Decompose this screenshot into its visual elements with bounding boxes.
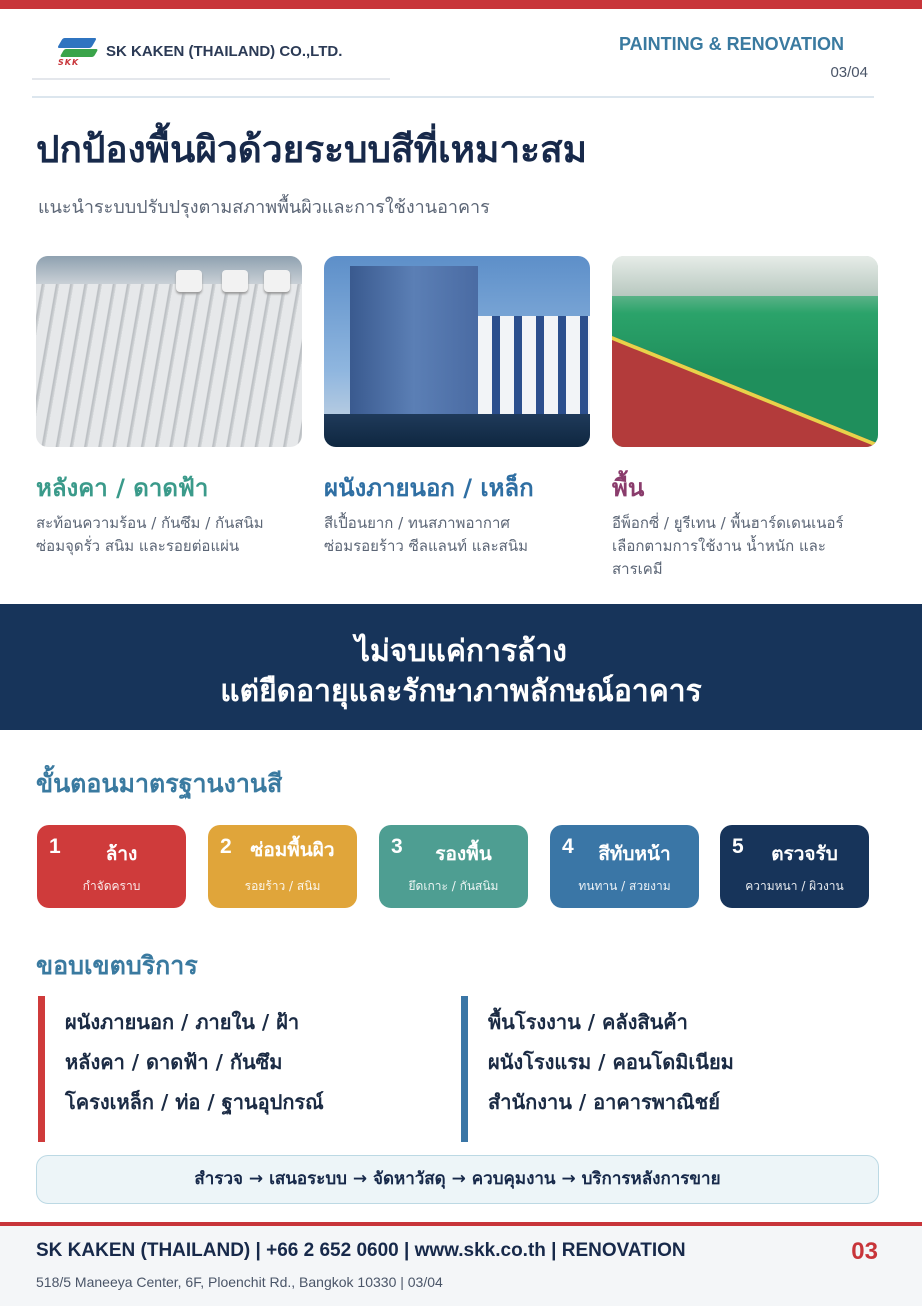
- roof-photo: [36, 256, 302, 447]
- exterior-wall-photo: [324, 256, 590, 447]
- scope-list-left: [38, 996, 324, 1142]
- footer-address: 518/5 Maneeya Center, 6F, Ploenchit Rd., Bangkok 10330 | 03/04: [36, 1274, 443, 1290]
- card-desc-floor: อีพ็อกซี่ / ยูรีเทน / พื้นฮาร์ดเดนเนอร์ เลือกตามการใช้งาน น้ำหนัก และ สารเคมี: [612, 514, 844, 578]
- company-name: SK KAKEN (THAILAND) CO.,LTD.: [106, 42, 343, 60]
- scope-item: โครงเหล็ก / ท่อ / ฐานอุปกรณ์: [65, 1090, 324, 1114]
- scope-list-right: [461, 996, 734, 1142]
- scope-item: ผนังภายนอก / ภายใน / ฝ้า: [65, 1010, 300, 1034]
- scope-item: ผนังโรงแรม / คอนโดมิเนียม: [488, 1050, 734, 1074]
- slogan-line-2: แต่ยืดอายุและรักษาภาพลักษณ์อาคาร: [220, 674, 702, 709]
- page-title: ปกป้องพื้นผิวด้วยระบบสีที่เหมาะสม: [36, 128, 588, 171]
- top-accent-bar: [0, 0, 922, 9]
- scope-item: สำนักงาน / อาคารพาณิชย์: [488, 1090, 720, 1114]
- card-title-floor: พื้น: [612, 474, 645, 502]
- scope-item: พื้นโรงงาน / คลังสินค้า: [488, 1010, 688, 1034]
- card-desc-wall: สีเปื้อนยาก / ทนสภาพอากาศ ซ่อมรอยร้าว ซีลแลนท์ และสนิม: [324, 514, 528, 555]
- step-3: 3 รองพื้น ยึดเกาะ / กันสนิม: [379, 825, 528, 908]
- footer: [0, 1226, 922, 1306]
- slogan-line-1: ไม่จบแค่การล้าง: [355, 634, 567, 669]
- card-desc-roof: สะท้อนความร้อน / กันซึม / กันสนิม ซ่อมจุดรั่ว สนิม และรอยต่อแผ่น: [36, 514, 264, 555]
- footer-page-number: 03: [851, 1238, 878, 1265]
- footer-contact: SK KAKEN (THAILAND) | +66 2 652 0600 | www.skk.co.th | RENOVATION: [36, 1240, 686, 1261]
- floor-photo: [612, 256, 878, 447]
- card-title-wall: ผนังภายนอก / เหล็ก: [324, 474, 534, 502]
- header-category: PAINTING & RENOVATION: [619, 34, 844, 54]
- step-5: 5 ตรวจรับ ความหนา / ผิวงาน: [720, 825, 869, 908]
- company-logo: [32, 24, 390, 80]
- step-4: 4 สีทับหน้า ทนทาน / สวยงาม: [550, 825, 699, 908]
- skk-logo-icon: SKK: [58, 32, 98, 70]
- steps-section-title: ขั้นตอนมาตรฐานงานสี: [36, 769, 283, 798]
- header-page-number: 03/04: [830, 64, 868, 81]
- scope-item: หลังคา / ดาดฟ้า / กันซึม: [65, 1050, 283, 1074]
- card-title-roof: หลังคา / ดาดฟ้า: [36, 474, 209, 502]
- page-subtitle: แนะนำระบบปรับปรุงตามสภาพพื้นผิวและการใช้งานอาคาร: [38, 197, 490, 218]
- header-divider: [32, 96, 874, 98]
- service-flow-box: สำรวจ → เสนอระบบ → จัดหาวัสดุ → ควบคุมงาน → บริการหลังการขาย: [36, 1155, 879, 1204]
- scope-section-title: ขอบเขตบริการ: [36, 951, 198, 980]
- step-1: 1 ล้าง กำจัดคราบ: [37, 825, 186, 908]
- step-2: 2 ซ่อมพื้นผิว รอยร้าว / สนิม: [208, 825, 357, 908]
